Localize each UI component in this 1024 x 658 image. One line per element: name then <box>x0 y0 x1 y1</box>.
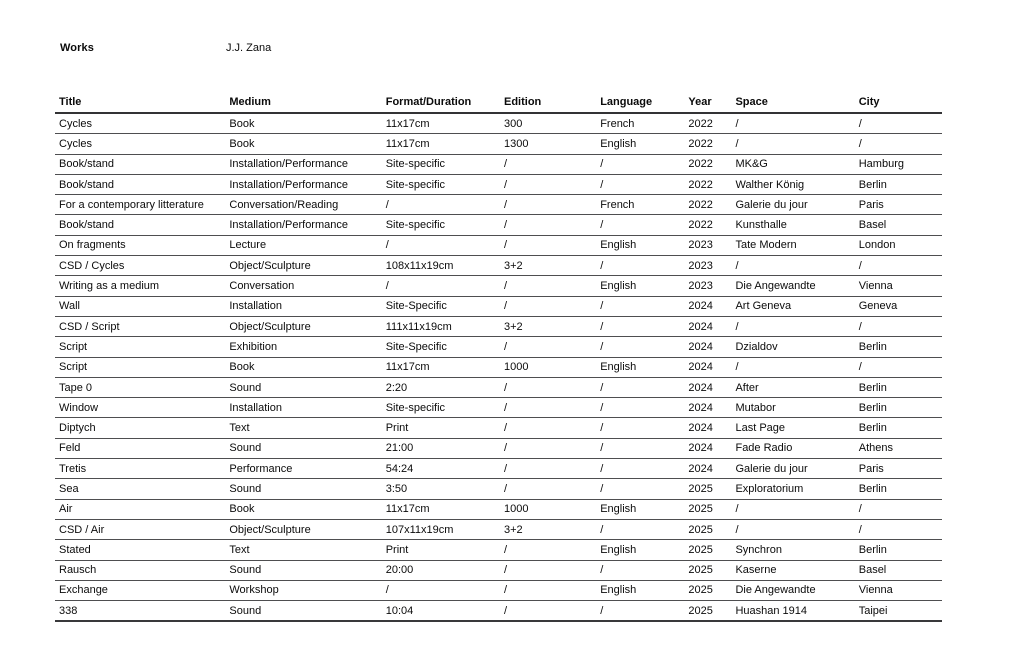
cell-format-duration: 21:00 <box>382 438 500 458</box>
cell-title: For a contemporary litterature <box>55 195 225 215</box>
cell-medium: Book <box>225 134 381 154</box>
cell-city: Berlin <box>855 398 942 418</box>
cell-format-duration: 107x11x19cm <box>382 519 500 539</box>
column-header-year: Year <box>684 93 731 113</box>
cell-title: Writing as a medium <box>55 276 225 296</box>
cell-year: 2024 <box>684 316 731 336</box>
cell-title: Tape 0 <box>55 377 225 397</box>
cell-language: / <box>596 560 684 580</box>
cell-format-duration: / <box>382 580 500 600</box>
cell-space: Art Geneva <box>731 296 854 316</box>
cell-edition: / <box>500 215 596 235</box>
cell-medium: Installation <box>225 398 381 418</box>
cell-year: 2022 <box>684 215 731 235</box>
cell-edition: / <box>500 418 596 438</box>
cell-title: Script <box>55 337 225 357</box>
cell-city: Taipei <box>855 601 942 622</box>
cell-language: / <box>596 215 684 235</box>
cell-edition: / <box>500 174 596 194</box>
cell-city: / <box>855 499 942 519</box>
cell-space: / <box>731 113 854 134</box>
cell-edition: / <box>500 296 596 316</box>
table-row <box>55 174 942 194</box>
cell-medium: Text <box>225 418 381 438</box>
cell-language: / <box>596 337 684 357</box>
column-header-edition: Edition <box>500 93 596 113</box>
cell-year: 2024 <box>684 459 731 479</box>
cell-language: / <box>596 296 684 316</box>
cell-space: Die Angewandte <box>731 580 854 600</box>
table-row <box>55 357 942 377</box>
cell-title: Wall <box>55 296 225 316</box>
cell-medium: Installation/Performance <box>225 215 381 235</box>
cell-space: Kunsthalle <box>731 215 854 235</box>
cell-medium: Object/Sculpture <box>225 519 381 539</box>
table-row <box>55 580 942 600</box>
cell-city: Berlin <box>855 540 942 560</box>
cell-language: / <box>596 398 684 418</box>
cell-title: Sea <box>55 479 225 499</box>
cell-year: 2022 <box>684 113 731 134</box>
cell-edition: / <box>500 438 596 458</box>
cell-language: / <box>596 418 684 438</box>
cell-edition: / <box>500 377 596 397</box>
cell-title: Window <box>55 398 225 418</box>
cell-title: Book/stand <box>55 154 225 174</box>
cell-year: 2022 <box>684 134 731 154</box>
cell-space: Galerie du jour <box>731 459 854 479</box>
cell-year: 2024 <box>684 337 731 357</box>
cell-space: Dzialdov <box>731 337 854 357</box>
cell-city: Vienna <box>855 580 942 600</box>
cell-medium: Conversation/Reading <box>225 195 381 215</box>
cell-title: Tretis <box>55 459 225 479</box>
cell-city: Hamburg <box>855 154 942 174</box>
column-header-language: Language <box>596 93 684 113</box>
cell-title: Exchange <box>55 580 225 600</box>
cell-year: 2025 <box>684 560 731 580</box>
cell-space: / <box>731 134 854 154</box>
cell-medium: Exhibition <box>225 337 381 357</box>
cell-city: / <box>855 316 942 336</box>
cell-space: / <box>731 316 854 336</box>
cell-format-duration: / <box>382 276 500 296</box>
cell-edition: / <box>500 540 596 560</box>
cell-format-duration: 2:20 <box>382 377 500 397</box>
cell-language: / <box>596 459 684 479</box>
cell-edition: / <box>500 479 596 499</box>
cell-year: 2024 <box>684 357 731 377</box>
cell-title: Diptych <box>55 418 225 438</box>
cell-city: London <box>855 235 942 255</box>
cell-year: 2024 <box>684 296 731 316</box>
cell-language: / <box>596 479 684 499</box>
table-row <box>55 215 942 235</box>
cell-city: Paris <box>855 195 942 215</box>
table-row <box>55 113 942 134</box>
table-row <box>55 195 942 215</box>
cell-medium: Sound <box>225 377 381 397</box>
cell-medium: Text <box>225 540 381 560</box>
cell-language: English <box>596 235 684 255</box>
cell-medium: Installation/Performance <box>225 174 381 194</box>
table-row <box>55 601 942 622</box>
cell-title: 338 <box>55 601 225 622</box>
table-row <box>55 499 942 519</box>
cell-space: Die Angewandte <box>731 276 854 296</box>
cell-language: / <box>596 519 684 539</box>
cell-year: 2024 <box>684 418 731 438</box>
cell-format-duration: Site-specific <box>382 398 500 418</box>
cell-city: / <box>855 134 942 154</box>
cell-format-duration: Site-specific <box>382 215 500 235</box>
cell-language: / <box>596 601 684 622</box>
cell-medium: Workshop <box>225 580 381 600</box>
cell-edition: 3+2 <box>500 519 596 539</box>
table-row <box>55 337 942 357</box>
cell-year: 2025 <box>684 519 731 539</box>
table-row <box>55 256 942 276</box>
table-body <box>55 113 942 621</box>
cell-city: / <box>855 113 942 134</box>
cell-space: / <box>731 357 854 377</box>
cell-title: Book/stand <box>55 174 225 194</box>
cell-language: / <box>596 438 684 458</box>
table-row <box>55 377 942 397</box>
cell-edition: 3+2 <box>500 316 596 336</box>
cell-edition: / <box>500 459 596 479</box>
column-header-format-duration: Format/Duration <box>382 93 500 113</box>
cell-year: 2023 <box>684 256 731 276</box>
table-row <box>55 296 942 316</box>
cell-space: Galerie du jour <box>731 195 854 215</box>
table-row <box>55 519 942 539</box>
cell-language: English <box>596 540 684 560</box>
cell-language: French <box>596 113 684 134</box>
cell-format-duration: Site-Specific <box>382 337 500 357</box>
cell-format-duration: Print <box>382 418 500 438</box>
cell-language: / <box>596 316 684 336</box>
cell-year: 2025 <box>684 601 731 622</box>
cell-space: Huashan 1914 <box>731 601 854 622</box>
cell-language: / <box>596 256 684 276</box>
cell-city: Basel <box>855 215 942 235</box>
cell-year: 2025 <box>684 479 731 499</box>
cell-medium: Book <box>225 499 381 519</box>
cell-format-duration: / <box>382 195 500 215</box>
cell-language: French <box>596 195 684 215</box>
column-header-space: Space <box>731 93 854 113</box>
cell-title: Air <box>55 499 225 519</box>
cell-year: 2022 <box>684 195 731 215</box>
cell-space: Exploratorium <box>731 479 854 499</box>
cell-title: Feld <box>55 438 225 458</box>
cell-title: Cycles <box>55 113 225 134</box>
cell-year: 2024 <box>684 377 731 397</box>
cell-space: Fade Radio <box>731 438 854 458</box>
table-row <box>55 418 942 438</box>
table-row <box>55 479 942 499</box>
cell-format-duration: Site-specific <box>382 174 500 194</box>
table-head <box>55 93 942 113</box>
cell-medium: Sound <box>225 479 381 499</box>
cell-medium: Sound <box>225 601 381 622</box>
cell-city: Geneva <box>855 296 942 316</box>
table-row <box>55 560 942 580</box>
cell-year: 2022 <box>684 174 731 194</box>
cell-space: / <box>731 519 854 539</box>
cell-year: 2024 <box>684 438 731 458</box>
cell-format-duration: Site-specific <box>382 154 500 174</box>
cell-language: / <box>596 174 684 194</box>
table-row <box>55 540 942 560</box>
cell-space: Walther König <box>731 174 854 194</box>
cell-city: Paris <box>855 459 942 479</box>
table-row <box>55 459 942 479</box>
column-header-title: Title <box>55 93 225 113</box>
cell-title: CSD / Script <box>55 316 225 336</box>
cell-space: Synchron <box>731 540 854 560</box>
cell-medium: Sound <box>225 560 381 580</box>
table-row <box>55 276 942 296</box>
cell-edition: 3+2 <box>500 256 596 276</box>
cell-city: Athens <box>855 438 942 458</box>
cell-city: Basel <box>855 560 942 580</box>
cell-city: Berlin <box>855 418 942 438</box>
cell-format-duration: 11x17cm <box>382 499 500 519</box>
column-header-medium: Medium <box>225 93 381 113</box>
cell-format-duration: 11x17cm <box>382 134 500 154</box>
document-title: Works <box>60 42 94 54</box>
cell-year: 2023 <box>684 276 731 296</box>
cell-title: Cycles <box>55 134 225 154</box>
cell-edition: / <box>500 154 596 174</box>
cell-format-duration: 111x11x19cm <box>382 316 500 336</box>
cell-space: Tate Modern <box>731 235 854 255</box>
cell-edition: / <box>500 398 596 418</box>
cell-city: Berlin <box>855 377 942 397</box>
cell-year: 2025 <box>684 499 731 519</box>
cell-medium: Lecture <box>225 235 381 255</box>
cell-edition: / <box>500 560 596 580</box>
cell-language: English <box>596 134 684 154</box>
cell-edition: / <box>500 195 596 215</box>
cell-language: / <box>596 154 684 174</box>
cell-city: / <box>855 357 942 377</box>
cell-title: Stated <box>55 540 225 560</box>
works-table <box>55 93 942 622</box>
cell-language: English <box>596 499 684 519</box>
table-row <box>55 438 942 458</box>
cell-medium: Book <box>225 113 381 134</box>
cell-city: Berlin <box>855 337 942 357</box>
cell-title: Rausch <box>55 560 225 580</box>
cell-year: 2022 <box>684 154 731 174</box>
cell-format-duration: 11x17cm <box>382 357 500 377</box>
cell-space: After <box>731 377 854 397</box>
cell-year: 2025 <box>684 540 731 560</box>
cell-city: / <box>855 519 942 539</box>
cell-format-duration: Site-Specific <box>382 296 500 316</box>
cell-title: Book/stand <box>55 215 225 235</box>
cell-format-duration: Print <box>382 540 500 560</box>
cell-medium: Sound <box>225 438 381 458</box>
cell-edition: / <box>500 601 596 622</box>
table-row <box>55 154 942 174</box>
cell-format-duration: 11x17cm <box>382 113 500 134</box>
cell-space: Mutabor <box>731 398 854 418</box>
cell-medium: Book <box>225 357 381 377</box>
cell-medium: Object/Sculpture <box>225 256 381 276</box>
cell-year: 2023 <box>684 235 731 255</box>
table-header-row <box>55 93 942 113</box>
cell-title: CSD / Air <box>55 519 225 539</box>
cell-space: / <box>731 256 854 276</box>
cell-edition: / <box>500 235 596 255</box>
cell-medium: Installation/Performance <box>225 154 381 174</box>
cell-format-duration: 20:00 <box>382 560 500 580</box>
cell-edition: 1000 <box>500 357 596 377</box>
cell-space: Kaserne <box>731 560 854 580</box>
author-name: J.J. Zana <box>226 42 272 54</box>
cell-medium: Performance <box>225 459 381 479</box>
cell-edition: 1000 <box>500 499 596 519</box>
cell-city: / <box>855 256 942 276</box>
cell-format-duration: / <box>382 235 500 255</box>
cell-medium: Installation <box>225 296 381 316</box>
table-row <box>55 134 942 154</box>
cell-title: CSD / Cycles <box>55 256 225 276</box>
table-row <box>55 316 942 336</box>
cell-year: 2024 <box>684 398 731 418</box>
cell-medium: Object/Sculpture <box>225 316 381 336</box>
cell-language: English <box>596 276 684 296</box>
cell-language: English <box>596 357 684 377</box>
column-header-city: City <box>855 93 942 113</box>
cell-language: English <box>596 580 684 600</box>
cell-format-duration: 108x11x19cm <box>382 256 500 276</box>
cell-medium: Conversation <box>225 276 381 296</box>
cell-edition: 1300 <box>500 134 596 154</box>
cell-city: Berlin <box>855 479 942 499</box>
cell-city: Berlin <box>855 174 942 194</box>
cell-space: MK&G <box>731 154 854 174</box>
cell-edition: / <box>500 337 596 357</box>
cell-title: On fragments <box>55 235 225 255</box>
cell-language: / <box>596 377 684 397</box>
table-row <box>55 398 942 418</box>
cell-format-duration: 54:24 <box>382 459 500 479</box>
cell-edition: / <box>500 276 596 296</box>
cell-format-duration: 10:04 <box>382 601 500 622</box>
cell-format-duration: 3:50 <box>382 479 500 499</box>
cell-city: Vienna <box>855 276 942 296</box>
cell-year: 2025 <box>684 580 731 600</box>
cell-edition: 300 <box>500 113 596 134</box>
cell-edition: / <box>500 580 596 600</box>
table-row <box>55 235 942 255</box>
cell-space: / <box>731 499 854 519</box>
cell-space: Last Page <box>731 418 854 438</box>
cell-title: Script <box>55 357 225 377</box>
